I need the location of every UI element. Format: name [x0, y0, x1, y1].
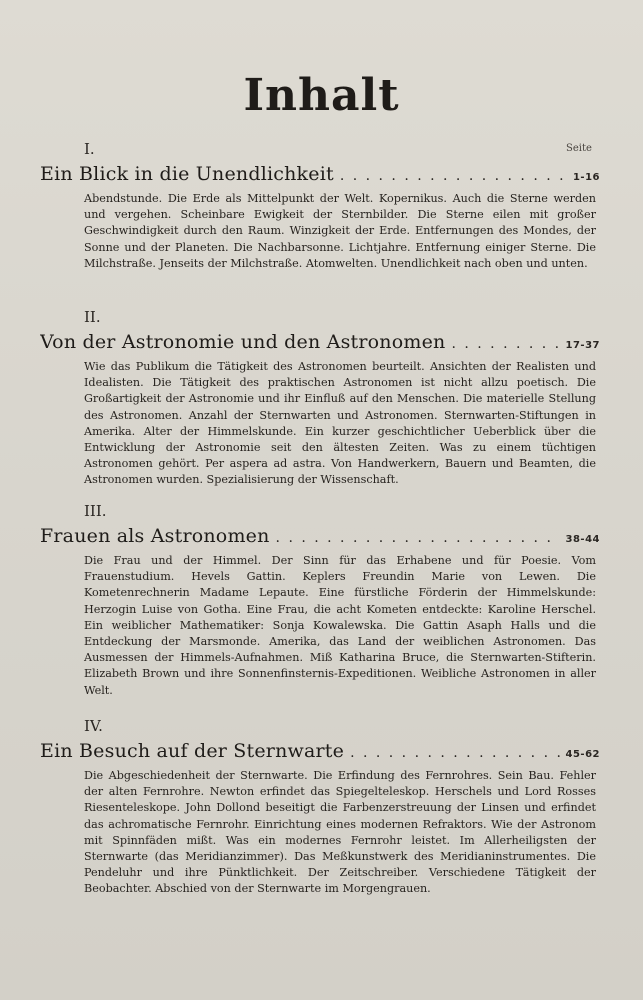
page-range: 38-44 — [565, 534, 600, 545]
leader-dots — [340, 168, 567, 184]
section-title: Von der Astronomie und den Astronomen — [40, 331, 446, 353]
toc-section-3 — [40, 502, 600, 699]
section-numeral: I. — [84, 140, 95, 158]
toc-section-1 — [40, 140, 600, 272]
section-summary: Abendstunde. Die Erde als Mittelpunkt der Welt. Kopernikus. Auch die Sterne werden und vergehen. Scheinbare Ewigkeit der Sternbilder. Die Sterne eilen mit großer Geschwindigkeit durch den Raum. Winzigkeit der Erde. Entfernungen des Mondes, der Sonne und der Planeten. Die Nachbarsonne. Lichtjahre. Entfernung einiger Sterne. Die Milchstraße. Jenseits der Milchstraße. Atomwelten. Unendlichkeit nach oben und unten. — [84, 192, 596, 270]
section-title: Ein Blick in die Unendlichkeit — [40, 163, 334, 185]
page-range: 17-37 — [565, 340, 600, 351]
page-range: 1-16 — [572, 172, 600, 183]
section-heading-row — [40, 740, 600, 762]
page-range: 45-62 — [565, 749, 600, 760]
toc-section-2 — [40, 308, 600, 489]
page-title: Inhalt — [243, 70, 400, 121]
section-heading-row — [40, 525, 600, 547]
leader-dots — [350, 745, 559, 761]
section-summary: Die Frau und der Himmel. Der Sinn für das Erhabene und für Poesie. Vom Frauenstudium. Hevels Gattin. Keplers Freundin Marie von Lewen. Die Kometenrechnerin Madame Lepaute. Eine fürstliche Förderin der Himmelskunde: Herzogin Luise von Gotha. Eine Frau, die acht Kometen entdeckte: Karoline Herschel. Ein weiblicher Mathematiker: Sonja Kowalewska. Die Gattin Asaph Halls und die Entdeckung der Marsmonde. Amerika, das Land der weiblichen Astronomen. Das Ausmessen der Himmels-Aufnahmen. Miß Katharina Bruce, die Sternwarten-Stifterin. Elizabeth Brown und ihre Sonnenfinsternis-Expeditionen. Weibliche Astronomen in aller Welt. — [84, 554, 596, 697]
section-numeral: IV. — [84, 717, 103, 735]
section-title: Ein Besuch auf der Sternwarte — [40, 740, 345, 762]
leader-dots — [451, 336, 559, 352]
page-column-label: Seite — [566, 143, 592, 154]
leader-dots — [276, 530, 560, 546]
section-title: Frauen als Astronomen — [40, 525, 270, 547]
section-numeral: III. — [84, 502, 107, 520]
section-summary: Die Abgeschiedenheit der Sternwarte. Die Erfindung des Fernrohres. Sein Bau. Fehler der alten Fernrohre. Newton erfindet das Spiegelteleskop. Herschels und Lord Rosses Riesenteleskope. John Dollond beseitigt die Farbenzerstreuung der Linsen und erfindet das achromatische Fernrohr. Einrichtung eines modernen Refraktors. Wie der Astronom mit Spinnfäden mißt. Was ein modernes Fernrohr leistet. Im Allerheiligsten der Sternwarte (das Meridianzimmer). Das Meßkunstwerk des Meridianinstrumentes. Die Pendeluhr und ihre Pünktlichkeit. Der Zeitschreiber. Verschiedene Tätigkeit der Beobachter. Abschied von der Sternwarte im Morgengrauen. — [84, 769, 596, 896]
toc-section-4 — [40, 717, 600, 898]
section-summary: Wie das Publikum die Tätigkeit des Astronomen beurteilt. Ansichten der Realisten und Idealisten. Die Tätigkeit des praktischen Astronomen ist nicht allzu poetisch. Die Großartigkeit der Astronomie und ihr Einfluß auf den Menschen. Die materielle Stellung des Astronomen. Anzahl der Sternwarten und Astronomen. Sternwarten-Stiftungen in Amerika. Alter der Himmelskunde. Ein kurzer geschichtlicher Ueberblick über die Entwicklung der Astronomie seit den ältesten Zeiten. Was zu einem tüchtigen Astronomen gehört. Per aspera ad astra. Von Handwerkern, Bauern und Beamten, die Astronomen wurden. Spezialisierung der Wissenschaft. — [84, 360, 596, 487]
section-heading-row — [40, 163, 600, 185]
section-heading-row — [40, 331, 600, 353]
section-numeral: II. — [84, 308, 101, 326]
